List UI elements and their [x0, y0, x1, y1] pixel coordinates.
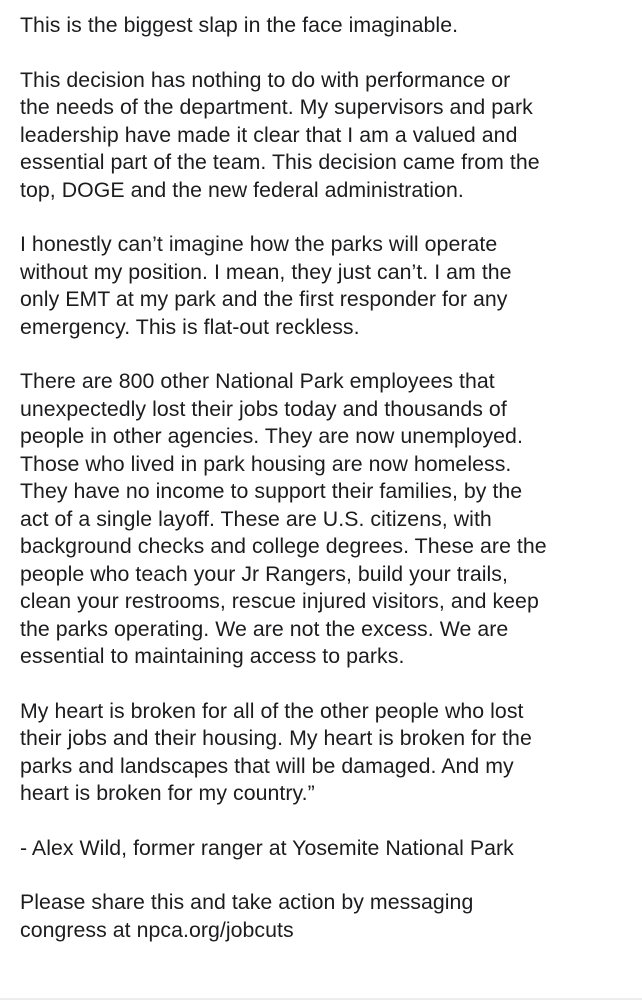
paragraph-decision [20, 67, 632, 205]
text-line: the parks operating. We are not the excess. We are [20, 616, 509, 641]
text-line: their jobs and their housing. My heart is broken for the [20, 726, 532, 750]
text-line: heart is broken for my country.” [20, 781, 315, 805]
text-line: people who teach your Jr Rangers, build your trails, [20, 561, 508, 586]
paragraph-employees [20, 368, 632, 671]
text-line: parks and landscapes that will be damaged. And my [20, 753, 514, 778]
text-line: They have no income to support their families, by the [20, 479, 523, 503]
text-line: act of a single layoff. These are U.S. citizens, with [20, 506, 492, 531]
text-line: essential to maintaining access to parks. [20, 644, 405, 668]
text-line: the needs of the department. My supervisors and park [20, 95, 533, 119]
text-line: leadership have made it clear that I am a valued and [20, 122, 518, 147]
text-line: There are 800 other National Park employees that [20, 369, 495, 393]
text-line: unexpectedly lost their jobs today and thousands of [20, 396, 507, 421]
paragraph-opening [20, 12, 632, 40]
text-line: This is the biggest slap in the face imaginable. [20, 13, 459, 37]
text-line: I honestly can’t imagine how the parks will operate [20, 232, 498, 256]
paragraph-attribution [20, 835, 632, 863]
text-line: only EMT at my park and the first responder for any [20, 287, 508, 311]
text-line: This decision has nothing to do with performance or [20, 67, 511, 92]
text-line: My heart is broken for all of the other people who lost [20, 698, 524, 723]
paragraph-heart [20, 698, 632, 808]
text-line: Please share this and take action by messaging [20, 890, 474, 914]
text-line: essential part of the team. This decision came from the [20, 150, 540, 174]
text-line: background checks and college degrees. These are the [20, 534, 547, 558]
text-line: people in other agencies. They are now unemployed. [20, 424, 523, 448]
attribution-line: - Alex Wild, former ranger at Yosemite National Park [20, 835, 514, 860]
text-line: without my position. I mean, they just can’t. I am the [20, 259, 512, 284]
post-body [20, 12, 632, 971]
text-line: congress at npca.org/jobcuts [20, 917, 294, 942]
text-line: top, DOGE and the new federal administration. [20, 177, 464, 202]
text-line: emergency. This is flat-out reckless. [20, 314, 360, 339]
text-line: Those who lived in park housing are now homeless. [20, 451, 512, 476]
paragraph-position [20, 231, 632, 341]
text-line: clean your restrooms, rescue injured visitors, and keep [20, 589, 539, 613]
paragraph-call-to-action [20, 889, 632, 944]
